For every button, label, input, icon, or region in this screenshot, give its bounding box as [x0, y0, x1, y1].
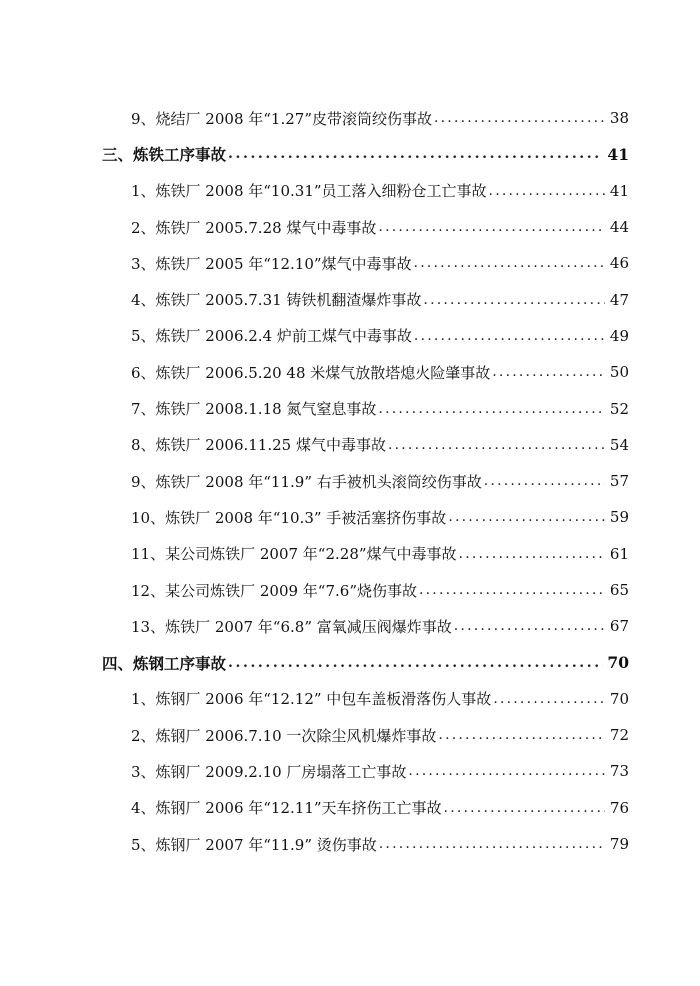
dot-leader: [228, 146, 603, 162]
toc-entry-page: 54: [609, 435, 629, 454]
toc-section-heading[interactable]: [0, 136, 700, 172]
toc-entry[interactable]: [0, 717, 700, 753]
toc-entry[interactable]: [0, 608, 700, 644]
toc-entry-title: 7、炼铁厂 2008.1.18 氮气窒息事故: [131, 400, 377, 419]
toc-entry[interactable]: [0, 173, 700, 209]
toc-entry[interactable]: [0, 318, 700, 354]
dot-leader: [448, 509, 605, 525]
dot-leader: [454, 618, 605, 634]
toc-entry-page: 49: [609, 326, 629, 345]
toc-entry-title: 1、炼铁厂 2008 年“10.31”员工落入细粉仓工亡事故: [131, 182, 487, 201]
toc-entry[interactable]: [0, 354, 700, 390]
dot-leader: [444, 800, 605, 816]
dot-leader: [408, 763, 605, 779]
toc-entry-title: 12、某公司炼铁厂 2009 年“7.6”烧伤事故: [131, 581, 417, 600]
toc-entry-page: 38: [609, 109, 629, 128]
toc-entry-title: 1、炼钢厂 2006 年“12.12” 中包车盖板滑落伤人事故: [131, 690, 492, 709]
dot-leader: [423, 292, 605, 308]
toc-entry-page: 76: [609, 798, 629, 817]
dot-leader: [228, 655, 603, 671]
toc-section-heading[interactable]: [0, 644, 700, 680]
toc-entry-title: 8、炼铁厂 2006.11.25 煤气中毒事故: [131, 436, 386, 455]
toc-entry-title: 5、炼钢厂 2007 年“11.9” 烫伤事故: [131, 835, 377, 854]
toc-entry-page: 73: [609, 762, 629, 781]
toc-entry-page: 79: [609, 835, 629, 854]
toc-entry-title: 6、炼铁厂 2006.5.20 48 米煤气放散塔熄火险肇事故: [131, 363, 491, 382]
dot-leader: [459, 546, 605, 562]
toc-entry-page: 61: [609, 544, 629, 563]
toc-entry-page: 52: [609, 399, 629, 418]
dot-leader: [489, 183, 605, 199]
toc-entry-page: 50: [609, 363, 629, 382]
toc-section-page: 70: [607, 653, 629, 673]
toc-entry[interactable]: [0, 390, 700, 426]
toc-entry-page: 41: [609, 181, 629, 200]
toc-entry[interactable]: [0, 100, 700, 136]
toc-entry[interactable]: [0, 499, 700, 535]
toc-entry[interactable]: [0, 463, 700, 499]
toc-entry-title: 2、炼钢厂 2006.7.10 一次除尘风机爆炸事故: [131, 726, 437, 745]
toc-entry-title: 9、烧结厂 2008 年“1.27”皮带滚筒绞伤事故: [131, 109, 432, 128]
dot-leader: [378, 401, 605, 417]
dot-leader: [493, 691, 605, 707]
toc-entry[interactable]: [0, 790, 700, 826]
dot-leader: [492, 364, 605, 380]
toc-entry[interactable]: [0, 427, 700, 463]
dot-leader: [414, 255, 605, 271]
toc-entry[interactable]: [0, 572, 700, 608]
dot-leader: [378, 219, 605, 235]
toc-section-page: 41: [607, 144, 629, 164]
toc-entry-page: 72: [609, 726, 629, 745]
toc-entry-page: 65: [609, 581, 629, 599]
toc-entry-title: 4、炼钢厂 2006 年“12.11”天车挤伤工亡事故: [131, 799, 442, 818]
toc-entry-title: 11、某公司炼铁厂 2007 年“2.28”煤气中毒事故: [131, 545, 457, 564]
toc-entry-title: 10、炼铁厂 2008 年“10.3” 手被活塞挤伤事故: [131, 508, 447, 527]
toc-entry[interactable]: [0, 753, 700, 789]
toc-entry-title: 9、炼铁厂 2008 年“11.9” 右手被机头滚筒绞伤事故: [131, 472, 482, 491]
dot-leader: [379, 836, 605, 852]
toc-entry-title: 5、炼铁厂 2006.2.4 炉前工煤气中毒事故: [131, 327, 412, 346]
toc-entry-page: 70: [609, 689, 629, 708]
toc-section-title: 四、炼钢工序事故: [102, 653, 227, 673]
dot-leader: [438, 727, 605, 743]
toc-entry[interactable]: [0, 209, 700, 245]
dot-leader: [388, 437, 605, 453]
toc-entry-page: 59: [609, 508, 629, 527]
dot-leader: [484, 473, 605, 489]
toc-entry-title: 4、炼铁厂 2005.7.31 铸铁机翻渣爆炸事故: [131, 291, 422, 310]
dot-leader: [419, 582, 605, 598]
toc-entry-page: 67: [609, 617, 629, 636]
toc-entry-title: 2、炼铁厂 2005.7.28 煤气中毒事故: [131, 218, 377, 237]
toc-entry[interactable]: [0, 245, 700, 281]
toc-entry-page: 44: [609, 218, 629, 237]
toc-entry[interactable]: [0, 281, 700, 317]
toc-section-title: 三、炼铁工序事故: [102, 145, 227, 165]
dot-leader: [414, 328, 605, 344]
toc-entry-title: 3、炼铁厂 2005 年“12.10”煤气中毒事故: [131, 254, 412, 273]
toc-entry-page: 46: [609, 254, 629, 273]
toc-entry-title: 3、炼钢厂 2009.2.10 厂房塌落工亡事故: [131, 762, 407, 781]
toc-entry[interactable]: [0, 536, 700, 572]
toc-entry-page: 47: [609, 290, 629, 309]
toc-entry[interactable]: [0, 681, 700, 717]
toc-entry[interactable]: [0, 826, 700, 862]
toc-entry-title: 13、炼铁厂 2007 年“6.8” 富氧减压阀爆炸事故: [131, 617, 452, 636]
table-of-contents: [0, 100, 700, 862]
toc-entry-page: 57: [609, 472, 629, 491]
dot-leader: [434, 110, 605, 126]
